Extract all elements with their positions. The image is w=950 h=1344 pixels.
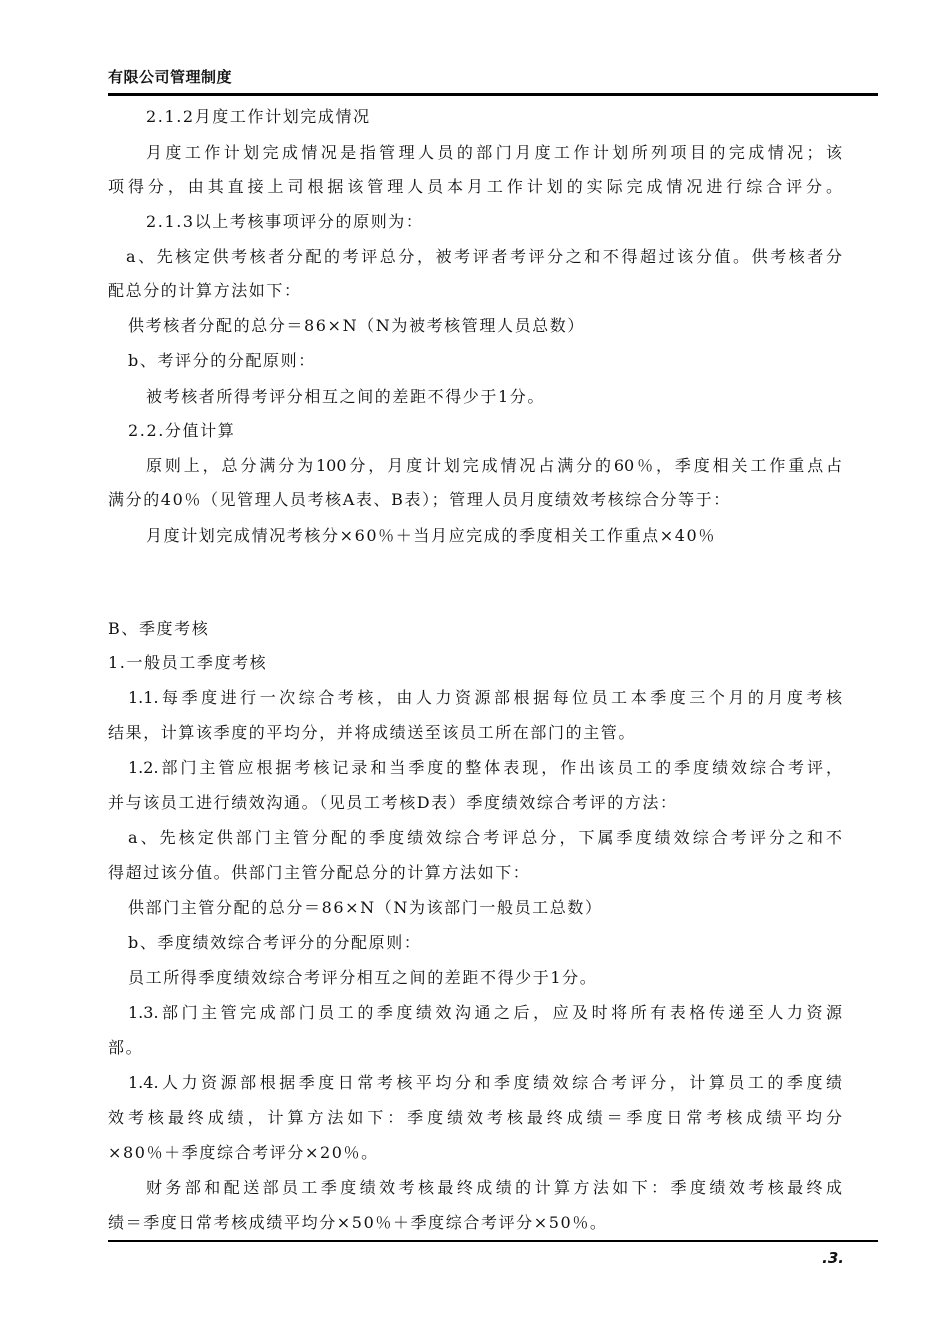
paragraph-line: 1.3.部门主管完成部门员工的季度绩效沟通之后，应及时将所有表格传递至人力资源 (128, 1003, 842, 1022)
paragraph-line: 1.2.部门主管应根据考核记录和当季度的整体表现，作出该员工的季度绩效综合考评， (128, 758, 842, 777)
formula-line: 月度计划完成情况考核分×60％＋当月应完成的季度相关工作重点×40％ (146, 526, 716, 545)
paragraph-line: 项得分，由其直接上司根据该管理人员本月工作计划的实际完成情况进行综合评分。 (108, 177, 842, 196)
paragraph-line: b、考评分的分配原则： (128, 351, 316, 370)
header-rule (108, 93, 878, 96)
heading-2-1-3: 2.1.3以上考核事项评分的原则为： (146, 212, 424, 231)
heading-2-2: 2.2.分值计算 (128, 421, 236, 440)
header-title: 有限公司管理制度 (108, 68, 233, 86)
paragraph-line: 效考核最终成绩，计算方法如下：季度绩效考核最终成绩＝季度日常考核成绩平均分 (108, 1108, 842, 1127)
page-header (108, 66, 878, 88)
paragraph-line: 1.1.每季度进行一次综合考核，由人力资源部根据每位员工本季度三个月的月度考核 (128, 688, 842, 707)
formula-line: 供考核者分配的总分＝86×N（N为被考核管理人员总数） (128, 316, 585, 335)
formula-line: ×80％＋季度综合考评分×20％。 (108, 1143, 379, 1162)
paragraph-line: 结果，计算该季度的平均分，并将成绩送至该员工所在部门的主管。 (108, 723, 637, 742)
paragraph-line: 原则上，总分满分为100分，月度计划完成情况占满分的60％，季度相关工作重点占 (146, 456, 842, 475)
paragraph-line: 并与该员工进行绩效沟通。（见员工考核D表）季度绩效综合考评的方法： (108, 793, 678, 812)
paragraph-line: 配总分的计算方法如下： (108, 281, 302, 300)
paragraph-line: 被考核者所得考评分相互之间的差距不得少于1分。 (146, 387, 545, 406)
paragraph-line: 绩＝季度日常考核成绩平均分×50％＋季度综合考评分×50％。 (108, 1213, 608, 1232)
paragraph-line: 1.4.人力资源部根据季度日常考核平均分和季度绩效综合考评分，计算员工的季度绩 (128, 1073, 842, 1092)
page-number: .3. (822, 1249, 844, 1267)
formula-line: 供部门主管分配的总分＝86×N（N为该部门一般员工总数） (128, 898, 603, 917)
paragraph-line: 得超过该分值。供部门主管分配总分的计算方法如下： (108, 863, 531, 882)
paragraph-line: 财务部和配送部员工季度绩效考核最终成绩的计算方法如下：季度绩效考核最终成 (146, 1178, 842, 1197)
paragraph-line: b、季度绩效综合考评分的分配原则： (128, 933, 422, 952)
subheading-1: 1.一般员工季度考核 (108, 653, 268, 672)
paragraph-line: 员工所得季度绩效综合考评分相互之间的差距不得少于1分。 (128, 968, 598, 987)
paragraph-line: 月度工作计划完成情况是指管理人员的部门月度工作计划所列项目的完成情况；该 (146, 143, 842, 162)
paragraph-line: a、先核定供部门主管分配的季度绩效综合考评总分，下属季度绩效综合考评分之和不 (128, 828, 842, 847)
paragraph-line: a、先核定供考核者分配的考评总分，被考评者考评分之和不得超过该分值。供考核者分 (126, 247, 842, 266)
section-heading-b: B、季度考核 (108, 619, 210, 638)
heading-2-1-2: 2.1.2月度工作计划完成情况 (146, 107, 371, 126)
paragraph-line: 满分的40％（见管理人员考核A表、B表）；管理人员月度绩效考核综合分等于： (108, 490, 731, 509)
footer-rule (108, 1240, 878, 1242)
paragraph-line: 部。 (108, 1038, 144, 1057)
